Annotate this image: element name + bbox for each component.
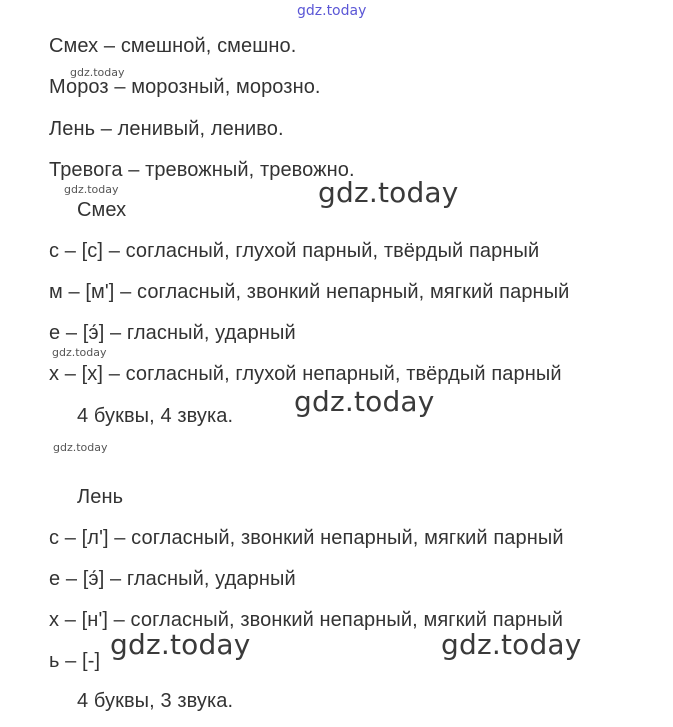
letter-analysis-line: е – [э́] – гласный, ударный: [49, 322, 296, 344]
watermark-small: gdz.today: [64, 183, 119, 196]
word-form-line: Мороз – морозный, морозно.: [49, 76, 321, 98]
analysis-summary: 4 буквы, 3 звука.: [77, 690, 234, 712]
watermark-small: gdz.today: [53, 441, 108, 454]
watermark-large: gdz.today: [441, 628, 582, 661]
analysis-word-title: Лень: [77, 486, 124, 508]
word-form-line: Лень – ленивый, лениво.: [49, 118, 284, 140]
letter-analysis-line: х – [х] – согласный, глухой непарный, твёрдый парный: [49, 363, 562, 385]
watermark-top: gdz.today: [297, 3, 367, 19]
watermark-large: gdz.today: [318, 176, 459, 209]
letter-analysis-line: с – [л'] – согласный, звонкий непарный, мягкий парный: [49, 527, 564, 549]
watermark-small: gdz.today: [70, 66, 125, 79]
letter-analysis-line: с – [с] – согласный, глухой парный, твёрдый парный: [49, 240, 540, 262]
watermark-large: gdz.today: [110, 628, 251, 661]
analysis-word-title: Смех: [77, 199, 127, 221]
letter-analysis-line: м – [м'] – согласный, звонкий непарный, мягкий парный: [49, 281, 570, 303]
watermark-large: gdz.today: [294, 385, 435, 418]
word-form-line: Тревога – тревожный, тревожно.: [49, 159, 355, 181]
letter-analysis-line: х – [н'] – согласный, звонкий непарный, мягкий парный: [49, 609, 563, 631]
letter-analysis-line: е – [э́] – гласный, ударный: [49, 568, 296, 590]
word-form-line: Смех – смешной, смешно.: [49, 35, 297, 57]
analysis-summary: 4 буквы, 4 звука.: [77, 405, 234, 427]
letter-analysis-line: ь – [-]: [49, 650, 101, 672]
watermark-small: gdz.today: [52, 346, 107, 359]
